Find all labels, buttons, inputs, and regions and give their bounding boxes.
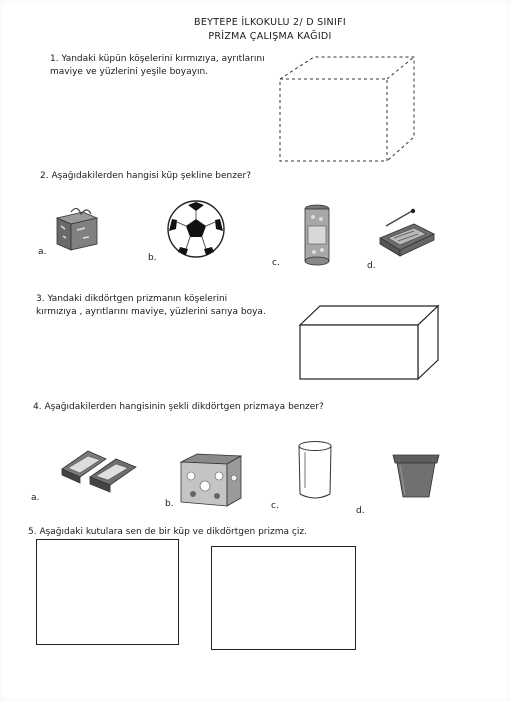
- question-3-text: [36, 293, 266, 319]
- soccer-ball-icon[interactable]: [166, 199, 226, 259]
- rectangular-prism-figure: [297, 303, 443, 385]
- question-3-line-2: kırmızıya , ayrıtlarını maviye, yüzlerini sarıya boya.: [36, 307, 266, 317]
- question-1-line-1: 1. Yandaki küpün köşelerini kırmızıya, ayrıtlarını: [50, 54, 265, 64]
- worksheet-school-title: BEYTEPE İLKOKULU 2/ D SINIFI: [194, 17, 346, 28]
- question-5-text: 5. Aşağıdaki kutulara sen de bir küp ve dikdörtgen prizma çiz.: [28, 527, 307, 537]
- q4-option-c-label: c.: [271, 501, 279, 511]
- q2-option-b-label: b.: [148, 253, 157, 263]
- flower-pot-icon[interactable]: [391, 451, 441, 499]
- question-3-line-1: 3. Yandaki dikdörtgen prizmanın köşelerini: [36, 294, 228, 304]
- gift-box-icon[interactable]: [53, 204, 101, 252]
- cylinder-jar-icon[interactable]: [302, 204, 332, 266]
- dashed-cube-figure: [276, 53, 426, 165]
- question-2-text: 2. Aşağıdakilerden hangisi küp şekline benzer?: [40, 171, 251, 181]
- prism-drawing-box[interactable]: [211, 546, 356, 650]
- question-1-text: [50, 53, 290, 79]
- q4-option-a-label: a.: [31, 493, 40, 503]
- cube-drawing-box[interactable]: [36, 539, 179, 645]
- question-1-line-2: maviye ve yüzlerini yeşile boyayın.: [50, 67, 209, 77]
- q2-option-a-label: a.: [38, 247, 47, 257]
- question-4-text: 4. Aşağıdakilerden hangisinin şekli dikdörtgen prizmaya benzer?: [33, 402, 324, 412]
- q2-option-c-label: c.: [272, 258, 280, 268]
- glass-cylinder-icon[interactable]: [296, 440, 334, 502]
- q2-option-d-label: d.: [367, 261, 376, 271]
- q4-option-b-label: b.: [165, 499, 174, 509]
- worksheet-title: PRİZMA ÇALIŞMA KAĞIDI: [208, 31, 332, 42]
- matchbox-icon[interactable]: [376, 208, 438, 260]
- q4-option-d-label: d.: [356, 506, 365, 516]
- decorated-box-icon[interactable]: [179, 452, 243, 508]
- card-boxes-icon[interactable]: [60, 447, 140, 495]
